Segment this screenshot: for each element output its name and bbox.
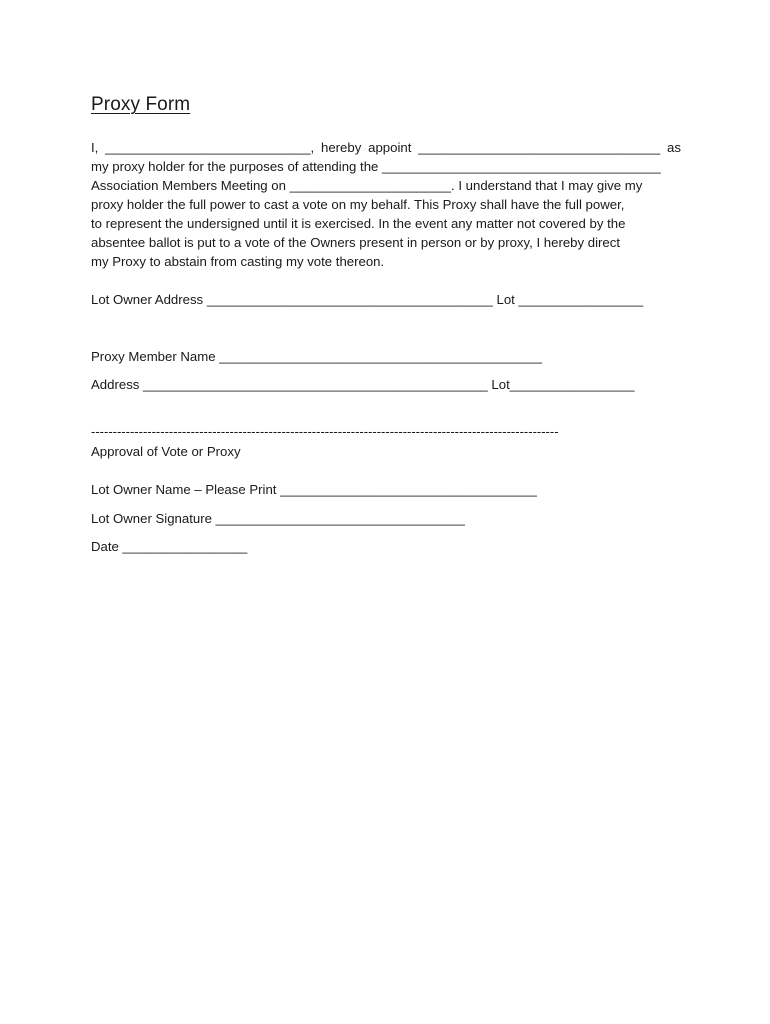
grantor-name-blank: ____________________________,	[105, 140, 315, 155]
address-line: Address _______________________________________________ Lot_________________	[91, 377, 635, 392]
date-line: Date _________________	[91, 539, 248, 554]
paragraph-line-2: my proxy holder for the purposes of attending the ______________________________________	[91, 159, 661, 174]
text-as: as	[667, 140, 681, 155]
paragraph-line-6: absentee ballot is put to a vote of the Owners present in person or by proxy, I hereby direct	[91, 235, 621, 250]
lot-owner-name-line: Lot Owner Name – Please Print ___________________________________	[91, 482, 537, 497]
paragraph-line-5: to represent the undersigned until it is exercised. In the event any matter not covered by the	[91, 216, 626, 231]
proxy-member-name-line: Proxy Member Name ____________________________________________	[91, 349, 542, 364]
text-appoint: appoint	[368, 140, 412, 155]
paragraph-line-1	[91, 138, 681, 157]
proxy-statement-paragraph	[91, 138, 681, 271]
dashed-separator: ------------------------------------------------------------------------------------------------------------	[91, 424, 559, 439]
proxy-holder-blank: _________________________________	[418, 140, 661, 155]
text-hereby: hereby	[320, 140, 362, 155]
paragraph-line-4: proxy holder the full power to cast a vote on my behalf. This Proxy shall have the full power,	[91, 197, 625, 212]
lot-owner-address-line: Lot Owner Address _______________________________________ Lot _________________	[91, 292, 644, 307]
approval-heading: Approval of Vote or Proxy	[91, 444, 241, 459]
text-i: I,	[91, 140, 99, 155]
paragraph-line-3: Association Members Meeting on ______________________. I understand that I may give my	[91, 178, 643, 193]
lot-owner-signature-line: Lot Owner Signature __________________________________	[91, 511, 465, 526]
paragraph-line-7: my Proxy to abstain from casting my vote thereon.	[91, 254, 385, 269]
page-title: Proxy Form	[91, 94, 191, 115]
